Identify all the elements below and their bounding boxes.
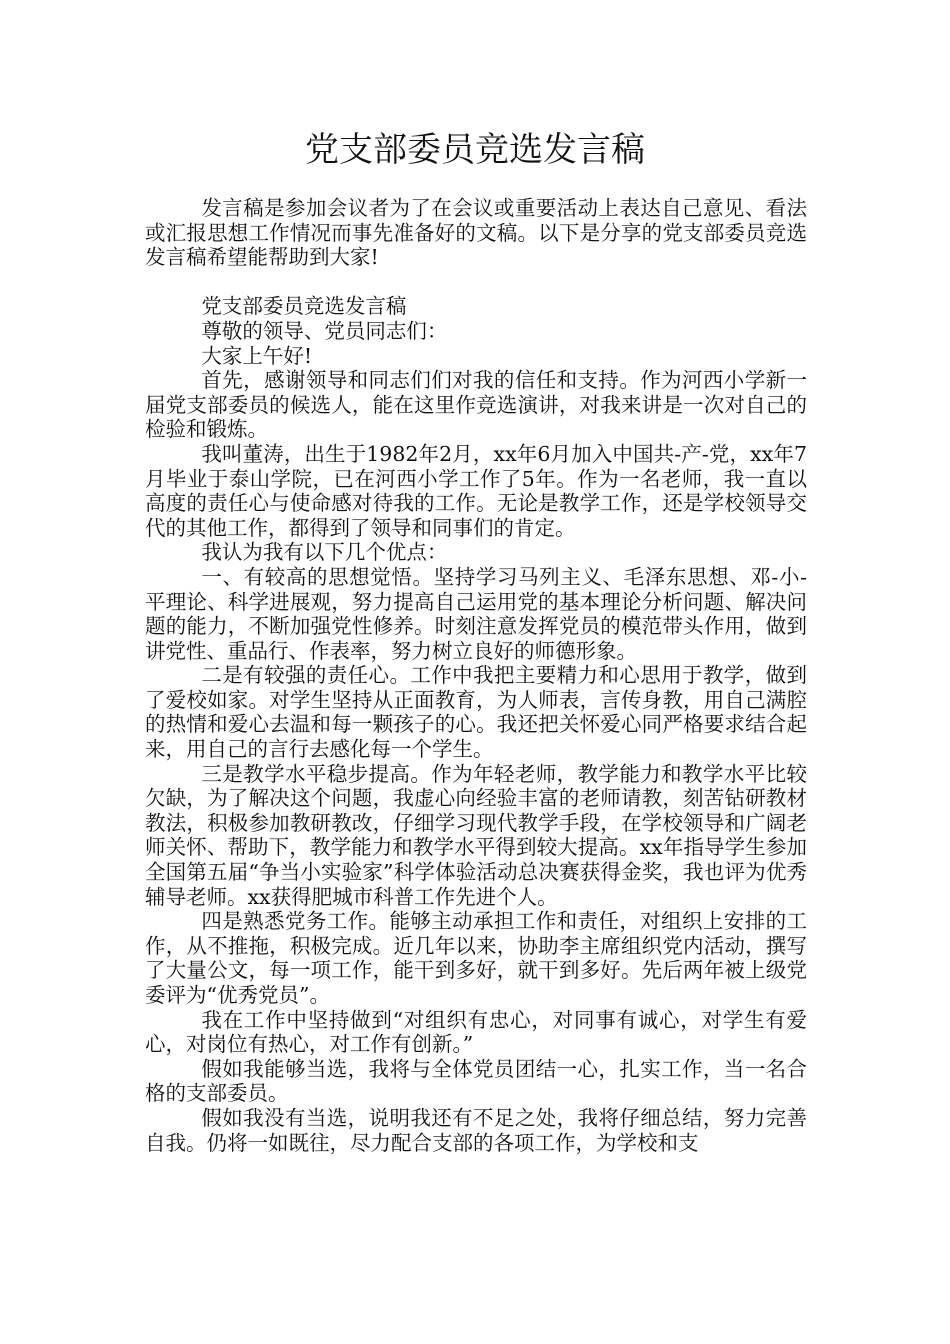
- paragraph-strength-1: 一、有较高的思想觉悟。坚持学习马列主义、毛泽东思想、邓-小-平理论、科学进展观，努力提高自己运用党的基本理论分析问题、解决问题的能力，不断加强党性修养。时刻注意发挥党员的模范带头作用，做到讲党性、重品行、作表率，努力树立良好的师德形象。: [145, 564, 807, 663]
- document-title: 党支部委员竞选发言稿: [305, 130, 645, 170]
- intro-paragraph: 发言稿是参加会议者为了在会议或重要活动上表达自己意见、看法或汇报思想工作情况而事先准备好的文稿。以下是分享的党支部委员竞选发言稿希望能帮助到大家!: [145, 196, 807, 270]
- paragraph-if-elected: 假如我能够当选，我将与全体党员团结一心，扎实工作，当一名合格的支部委员。: [145, 1056, 807, 1106]
- document-body: [145, 196, 807, 1155]
- paragraph-strength-3: 三是教学水平稳步提高。作为年轻老师，教学能力和教学水平比较欠缺，为了解决这个问题，我虚心向经验丰富的老师请教，刻苦钻研教材教法，积极参加教研教改，仔细学习现代教学手段，在学校领导和广阔老师关怀、帮助下，教学能力和教学水平得到较大提高。xx年指导学生参加全国第五届“争当小实验家”科学体验活动总决赛获得金奖，我也评为优秀辅导老师。xx获得肥城市科普工作先进个人。: [145, 761, 807, 909]
- paragraph-principles: 我在工作中坚持做到“对组织有忠心，对同事有诚心，对学生有爱心，对岗位有热心，对工作有创新。”: [145, 1007, 807, 1057]
- paragraph-strengths-intro: 我认为我有以下几个优点：: [201, 540, 448, 565]
- speech-heading: 党支部委员竞选发言稿: [201, 294, 407, 319]
- paragraph-thanks: 首先，感谢领导和同志们们对我的信任和支持。作为河西小学新一届党支部委员的候选人，能在这里作竞选演讲，对我来讲是一次对自己的检验和锻炼。: [145, 368, 807, 442]
- greeting: 大家上午好!: [201, 343, 313, 368]
- paragraph-self-introduction: 我叫董涛，出生于1982年2月，xx年6月加入中国共-产-党，xx年7月毕业于泰山学院，已在河西小学工作了5年。作为一名老师，我一直以高度的责任心与使命感对待我的工作。无论是教学工作，还是学校领导交代的其他工作，都得到了领导和同事们的肯定。: [145, 441, 807, 540]
- paragraph-if-not-elected: 假如我没有当选，说明我还有不足之处，我将仔细总结，努力完善自我。仍将一如既往，尽力配合支部的各项工作，为学校和支: [145, 1105, 807, 1155]
- paragraph-strength-2: 二是有较强的责任心。工作中我把主要精力和心思用于教学，做到了爱校如家。对学生坚持从正面教育，为人师表，言传身教，用自己满腔的热情和爱心去温和每一颗孩子的心。我还把关怀爱心同严格要求结合起来，用自己的言行去感化每一个学生。: [145, 663, 807, 762]
- paragraph-strength-4: 四是熟悉党务工作。能够主动承担工作和责任，对组织上安排的工作，从不推拖，积极完成。近几年以来，协助李主席组织党内活动，撰写了大量公文，每一项工作，能干到多好，就干到多好。先后两年被上级党委评为“优秀党员”。: [145, 909, 807, 1007]
- salutation: 尊敬的领导、党员同志们：: [201, 318, 448, 343]
